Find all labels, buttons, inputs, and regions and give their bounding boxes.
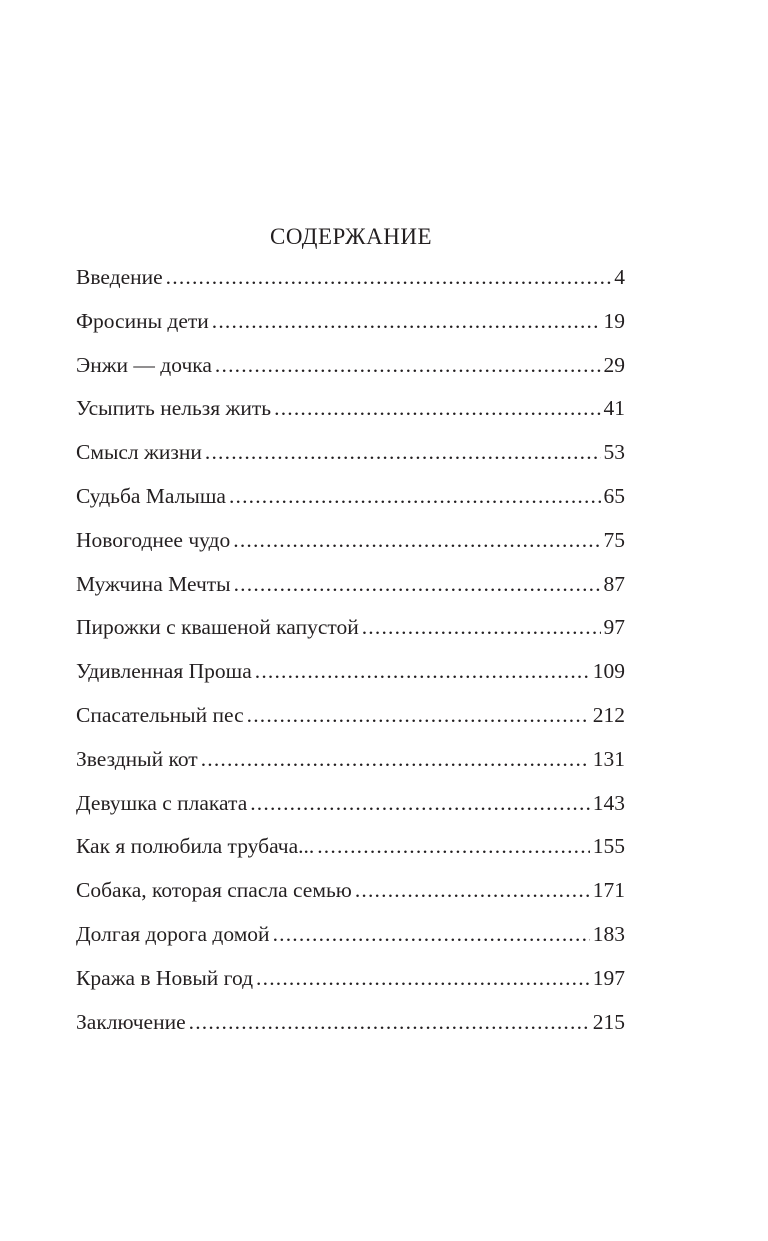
toc-entry-page: 155 [592,834,625,859]
toc-entry [76,875,625,919]
toc-entry-page: 171 [592,878,625,903]
toc-entry [76,963,625,1007]
toc-entry-title: Удивленная Проша [76,659,252,684]
toc-entry [76,481,625,525]
toc-entry-page: 109 [592,659,625,684]
toc-dot-leader [189,1007,590,1037]
toc-dot-leader [317,831,590,861]
toc-dot-leader [247,700,590,730]
page-title: СОДЕРЖАНИЕ [269,224,432,249]
table-of-contents [76,262,625,1050]
toc-entry [76,306,625,350]
toc-entry-page: 87 [603,571,625,596]
toc-dot-leader [256,963,590,993]
toc-entry-page: 41 [603,396,625,421]
toc-entry [76,262,625,306]
toc-dot-leader [255,656,590,686]
toc-entry-title: Судьба Малыша [76,483,226,508]
toc-entry-page: 183 [592,921,625,946]
toc-entry-title: Пирожки с квашеной капустой [76,615,359,640]
toc-entry [76,612,625,656]
toc-entry-page: 215 [592,1009,625,1034]
toc-entry-page: 143 [592,790,625,815]
toc-entry-title: Звездный кот [76,746,198,771]
toc-entry-title: Кража в Новый год [76,965,254,990]
toc-entry-page: 53 [603,440,625,465]
toc-dot-leader [229,481,601,511]
toc-entry-page: 19 [603,308,625,333]
toc-dot-leader [205,437,601,467]
toc-dot-leader [212,306,601,336]
toc-entry-title: Собака, которая спасла семью [76,878,352,903]
toc-entry [76,919,625,963]
toc-dot-leader [362,612,601,642]
toc-entry-title: Энжи — дочка [76,352,212,377]
toc-entry-page: 4 [614,265,625,289]
toc-entry-title: Мужчина Мечты [76,571,231,596]
toc-entry-page: 75 [603,527,625,552]
toc-entry-title: Долгая дорога домой [76,921,270,946]
toc-entry-title: Введение [76,265,163,289]
toc-dot-leader [250,788,590,818]
toc-entry [76,393,625,437]
toc-entry [76,744,625,788]
toc-entry-title: Новогоднее чудо [76,527,231,552]
toc-entry [76,525,625,569]
toc-entry [76,831,625,875]
toc-entry-title: Усыпить нельзя жить [76,396,272,421]
toc-entry-page: 65 [603,483,625,508]
toc-dot-leader [234,569,601,599]
toc-entry [76,1007,625,1051]
toc-entry [76,788,625,832]
toc-entry-title: Фросины дети [76,308,209,333]
toc-entry-title: Спасательный пес [76,702,244,727]
toc-dot-leader [274,393,600,423]
toc-entry [76,700,625,744]
toc-entry [76,656,625,700]
toc-entry [76,569,625,613]
toc-entry-page: 97 [603,615,625,640]
toc-entry-title: Как я полюбила трубача... [76,834,315,859]
toc-entry-title: Девушка с плаката [76,790,248,815]
toc-dot-leader [201,744,590,774]
toc-entry [76,350,625,394]
toc-dot-leader [273,919,590,949]
toc-entry-page: 29 [603,352,625,377]
toc-dot-leader [233,525,600,555]
toc-dot-leader [166,262,612,292]
toc-entry-page: 131 [592,746,625,771]
toc-entry-title: Заключение [76,1009,186,1034]
toc-dot-leader [355,875,590,905]
toc-entry-page: 197 [592,965,625,990]
toc-dot-leader [215,350,601,380]
toc-entry-page: 212 [592,702,625,727]
toc-entry [76,437,625,481]
toc-entry-title: Смысл жизни [76,440,202,465]
